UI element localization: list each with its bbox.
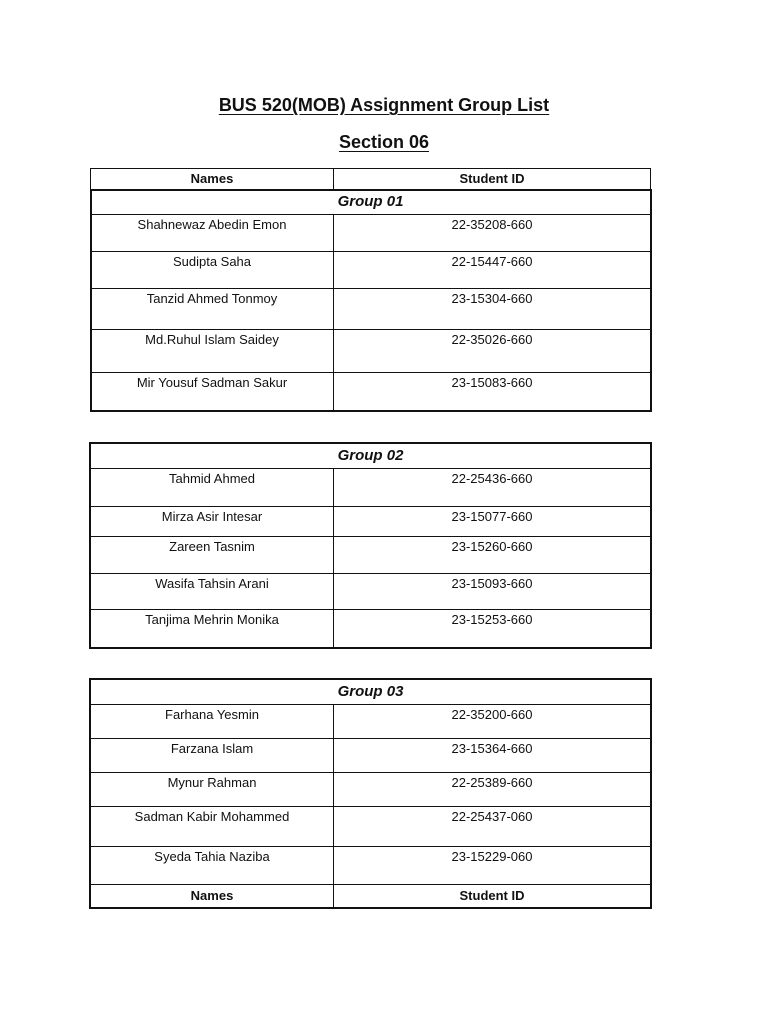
footer-header-row <box>91 885 651 908</box>
table-row <box>91 537 651 574</box>
member-student-id: 23-15260-660 <box>451 539 533 554</box>
member-name: Mynur Rahman <box>167 775 257 790</box>
member-name: Tanjima Mehrin Monika <box>145 612 279 627</box>
member-name: Farhana Yesmin <box>165 707 259 722</box>
member-student-id: 22-35200-660 <box>451 707 533 722</box>
member-student-id: 23-15253-660 <box>451 612 533 627</box>
table-row <box>91 574 651 610</box>
member-student-id: 22-15447-660 <box>451 254 533 269</box>
student-id-column-header: Student ID <box>334 169 651 190</box>
table-row <box>91 847 651 885</box>
member-student-id: 22-25436-660 <box>451 471 533 486</box>
member-name: Syeda Tahia Naziba <box>154 849 270 864</box>
member-name: Md.Ruhul Islam Saidey <box>145 332 279 347</box>
group-title-row <box>91 444 651 469</box>
group-02-table <box>90 443 651 648</box>
member-name: Mir Yousuf Sadman Sakur <box>136 375 288 390</box>
table-row <box>91 807 651 847</box>
names-column-header: Names <box>91 169 334 190</box>
member-student-id: 23-15364-660 <box>451 741 533 756</box>
group-03-label: Group 03 <box>91 680 651 705</box>
names-column-footer: Names <box>91 885 334 908</box>
table-row <box>91 610 651 648</box>
member-name: Zareen Tasnim <box>169 539 255 554</box>
table-row <box>91 330 651 373</box>
table-row <box>91 739 651 773</box>
member-name: Farzana Islam <box>170 741 254 756</box>
member-name: Tahmid Ahmed <box>169 471 255 486</box>
member-student-id: 23-15304-660 <box>451 291 533 306</box>
member-name: Sudipta Saha <box>172 254 252 269</box>
group-01-table <box>90 168 651 411</box>
table-row <box>91 289 651 330</box>
member-student-id: 22-25437-060 <box>451 809 533 824</box>
table-row <box>91 373 651 411</box>
member-student-id: 23-15077-660 <box>451 509 533 524</box>
member-student-id: 23-15083-660 <box>451 375 533 390</box>
table-row <box>91 252 651 289</box>
member-name: Shahnewaz Abedin Emon <box>137 217 287 232</box>
member-student-id: 22-25389-660 <box>451 775 533 790</box>
member-student-id: 22-35208-660 <box>451 217 533 232</box>
member-name: Sadman Kabir Mohammed <box>134 809 290 824</box>
member-name: Wasifa Tahsin Arani <box>155 576 269 591</box>
table-row <box>91 773 651 807</box>
table-row <box>91 215 651 252</box>
member-student-id: 23-15093-660 <box>451 576 533 591</box>
member-name: Mirza Asir Intesar <box>161 509 263 524</box>
table-row <box>91 705 651 739</box>
member-student-id: 23-15229-060 <box>451 849 533 864</box>
document-title: BUS 520(MOB) Assignment Group List <box>218 95 550 115</box>
member-student-id: 22-35026-660 <box>451 332 533 347</box>
table-row <box>91 469 651 507</box>
group-01-label: Group 01 <box>91 190 651 215</box>
table-row <box>91 507 651 537</box>
header-row <box>91 169 651 190</box>
section-heading: Section 06 <box>338 132 430 152</box>
group-02-label: Group 02 <box>91 444 651 469</box>
group-title-row <box>91 680 651 705</box>
member-name: Tanzid Ahmed Tonmoy <box>146 291 278 306</box>
student-id-column-footer: Student ID <box>334 885 651 908</box>
group-title-row <box>91 190 651 215</box>
group-03-table <box>90 679 651 908</box>
